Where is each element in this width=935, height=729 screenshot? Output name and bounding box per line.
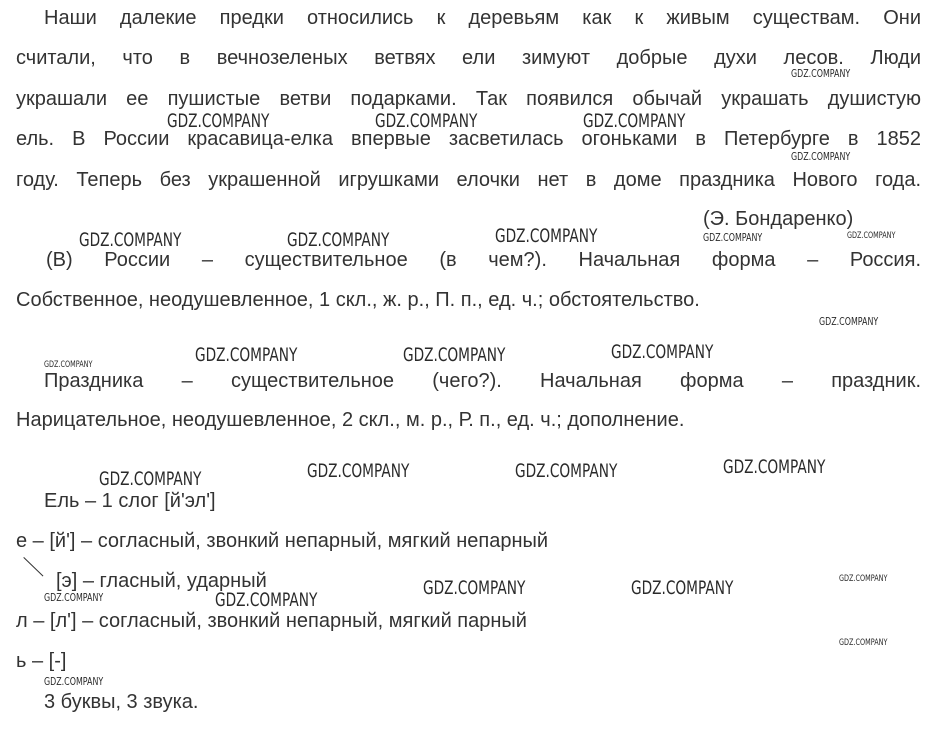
watermark: GDZ.COMPANY [847,231,896,241]
watermark: GDZ.COMPANY [44,675,104,688]
watermark: GDZ.COMPANY [583,110,686,132]
passage-line-2: считали, что в вечнозеленых ветвях ели зимуют добрые духи лесов. Люди [16,47,921,69]
prazdnik-analysis-line-1: Праздника – существительное (чего?). Начальная форма – праздник. [44,370,921,392]
watermark: GDZ.COMPANY [375,110,478,132]
watermark: GDZ.COMPANY [79,229,182,251]
author-attribution: (Э. Бондаренко) [703,208,854,230]
watermark: GDZ.COMPANY [287,229,390,251]
watermark: GDZ.COMPANY [195,344,298,366]
phonetic-heading: Ель – 1 слог [й'эл'] [44,490,216,512]
watermark: GDZ.COMPANY [631,577,734,599]
passage-line-4: ель. В России красавица-елка впервые засветилась огоньками в Петербурге в 1852 [16,128,921,150]
phonetic-e-line-2: [э] – гласный, ударный [56,570,267,592]
watermark: GDZ.COMPANY [723,456,826,478]
phonetic-summary: 3 буквы, 3 звука. [44,691,199,713]
branch-line [23,557,43,576]
watermark: GDZ.COMPANY [703,231,763,244]
watermark: GDZ.COMPANY [423,577,526,599]
phonetic-soft-sign-line: ь – [-] [16,650,67,672]
passage-line-1: Наши далекие предки относились к деревьям как к живым существам. Они [44,7,921,29]
watermark: GDZ.COMPANY [167,110,270,132]
russia-analysis-line-2: Собственное, неодушевленное, 1 скл., ж. р., П. п., ед. ч.; обстоятельство. [16,289,700,311]
watermark: GDZ.COMPANY [307,460,410,482]
phonetic-l-line: л – [л'] – согласный, звонкий непарный, мягкий парный [16,610,527,632]
prazdnik-analysis-line-2: Нарицательное, неодушевленное, 2 скл., м. р., Р. п., ед. ч.; дополнение. [16,409,685,431]
phonetic-e-line-1: е – [й'] – согласный, звонкий непарный, мягкий непарный [16,530,549,552]
watermark: GDZ.COMPANY [839,574,888,584]
watermark: GDZ.COMPANY [44,360,93,370]
watermark: GDZ.COMPANY [99,468,202,490]
watermark: GDZ.COMPANY [215,589,318,611]
watermark: GDZ.COMPANY [611,341,714,363]
watermark: GDZ.COMPANY [791,150,851,163]
watermark: GDZ.COMPANY [515,460,618,482]
watermark: GDZ.COMPANY [791,67,851,80]
russia-analysis-line-1: (В) России – существительное (в чем?). Начальная форма – Россия. [46,249,921,271]
watermark: GDZ.COMPANY [44,591,104,604]
watermark: GDZ.COMPANY [403,344,506,366]
passage-line-5: году. Теперь без украшенной игрушками елочки нет в доме праздника Нового года. [16,169,921,191]
watermark: GDZ.COMPANY [819,315,879,328]
watermark: GDZ.COMPANY [495,225,598,247]
passage-line-3: украшали ее пушистые ветви подарками. Так появился обычай украшать душистую [16,88,921,110]
watermark: GDZ.COMPANY [839,638,888,648]
